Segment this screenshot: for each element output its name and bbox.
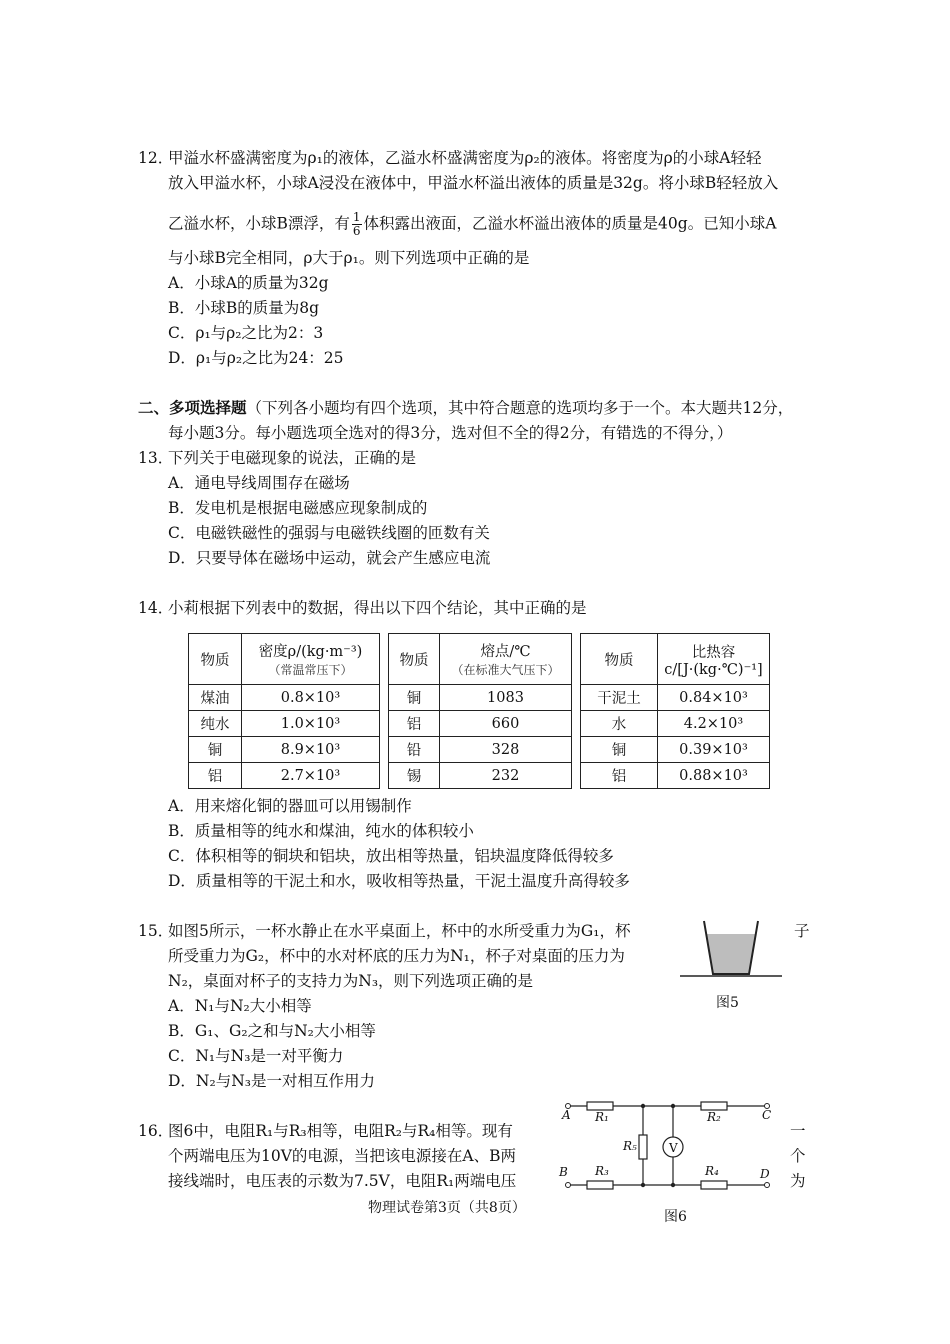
density-table-cell: 1.0×10³: [242, 711, 380, 737]
table-row: [389, 685, 572, 711]
q16-line-2: 个两端电压为10V的电源，当把该电源接在A、B两: [168, 1147, 517, 1165]
q15-option-b: B．G₁、G₂之和与N₂大小相等: [168, 1022, 376, 1040]
melting-table-cell: 1083: [440, 685, 572, 711]
table-row: [389, 711, 572, 737]
table-row: [581, 685, 770, 711]
table-row: [389, 737, 572, 763]
figure-6-caption: 图6: [664, 1209, 687, 1225]
q14-option-b: B．质量相等的纯水和煤油，纯水的体积较小: [168, 822, 474, 840]
q13-number: 13．: [138, 449, 174, 467]
table-row: [581, 711, 770, 737]
q13-option-d: D．只要导体在磁场中运动，就会产生感应电流: [168, 549, 491, 567]
density-table: [188, 633, 380, 789]
heat-table-cell: 水: [581, 711, 658, 737]
density-table-cell: 纯水: [189, 711, 242, 737]
q14-option-c: C．体积相等的铜块和铝块，放出相等热量，铝块温度降低得较多: [168, 847, 614, 865]
figure-5-caption: 图5: [716, 995, 739, 1011]
q14-number: 14．: [138, 599, 174, 617]
table-row: [189, 685, 380, 711]
label-d: D: [760, 1167, 770, 1181]
q15-line-3: N₂，桌面对杯子的支持力为N₃，则下列选项正确的是: [168, 972, 534, 990]
heat-table-cell: 0.39×10³: [658, 737, 770, 763]
specific-heat-table: [580, 633, 770, 789]
q16-tail-3: 为: [790, 1172, 806, 1190]
density-table-cell: 铝: [189, 763, 242, 789]
q12-option-b: B．小球B的质量为8g: [168, 299, 320, 317]
melting-table-header-substance: 物质: [389, 634, 440, 685]
junction-dot: [671, 1104, 675, 1108]
melting-table-cell: 铜: [389, 685, 440, 711]
resistor-r2: [701, 1102, 727, 1110]
q15-number: 15．: [138, 922, 174, 940]
melting-table-cell: 锡: [389, 763, 440, 789]
melting-table-cell: 328: [440, 737, 572, 763]
table-row: [581, 737, 770, 763]
heat-table-header-substance: 物质: [581, 634, 658, 685]
q15-line-1: 如图5所示，一杯水静止在水平桌面上，杯中的水所受重力为G₁，杯: [168, 922, 631, 940]
density-table-cell: 8.9×10³: [242, 737, 380, 763]
label-r1: R₁: [595, 1110, 609, 1124]
q15-line-1-tail: 子: [794, 922, 810, 940]
q14-option-d: D．质量相等的干泥土和水，吸收相等热量，干泥土温度升高得较多: [168, 872, 630, 890]
q12-line-3: [168, 211, 776, 238]
q12-line-2: 放入甲溢水杯，小球A浸没在液体中，甲溢水杯溢出液体的质量是32g。将小球B轻轻放入: [168, 174, 779, 192]
section-2-instructions-1: （下列各小题均有四个选项，其中符合题意的选项均多于一个。本大题共12分，: [246, 399, 794, 417]
q16-tail-2: 个: [790, 1147, 806, 1165]
q12-option-a: A．小球A的质量为32g: [168, 274, 329, 292]
density-table-cell: 铜: [189, 737, 242, 763]
q14-stem: 小莉根据下列表中的数据，得出以下四个结论，其中正确的是: [168, 599, 587, 617]
label-r5: R₅: [623, 1139, 637, 1153]
density-table-header-title: 密度ρ/(kg·m⁻³): [258, 644, 363, 660]
q13-option-c: C．电磁铁磁性的强弱与电磁铁线圈的匝数有关: [168, 524, 490, 542]
heat-table-cell: 铝: [581, 763, 658, 789]
q15-option-d: D．N₂与N₃是一对相互作用力: [168, 1072, 375, 1090]
q15-option-c: C．N₁与N₃是一对平衡力: [168, 1047, 344, 1065]
q14-option-a: A．用来熔化铜的器皿可以用锡制作: [168, 797, 412, 815]
density-table-header-substance: 物质: [189, 634, 242, 685]
section-2-instructions-2: 每小题3分。每小题选项全选对的得3分，选对但不全的得2分，有错选的不得分，）: [168, 424, 733, 442]
heat-table-cell: 4.2×10³: [658, 711, 770, 737]
section-2-heading: [138, 398, 793, 418]
q12-number: 12．: [138, 149, 174, 167]
melting-table-cell: 232: [440, 763, 572, 789]
heat-table-cell: 铜: [581, 737, 658, 763]
q12-line-4: 与小球B完全相同，ρ大于ρ₁。则下列选项中正确的是: [168, 249, 530, 267]
junction-dot: [671, 1183, 675, 1187]
resistor-r1: [587, 1102, 613, 1110]
heat-table-cell: 干泥土: [581, 685, 658, 711]
resistor-r3: [587, 1181, 613, 1189]
table-row: [189, 737, 380, 763]
q13-option-a: A．通电导线周围存在磁场: [168, 474, 350, 492]
q16-line-3: 接线端时，电压表的示数为7.5V，电阻R₁两端电压: [168, 1172, 517, 1190]
table-row: [581, 763, 770, 789]
q12-option-c: C．ρ₁与ρ₂之比为2：3: [168, 324, 324, 342]
terminal-b: [566, 1183, 571, 1188]
table-row: [189, 763, 380, 789]
q13-option-b: B．发电机是根据电磁感应现象制成的: [168, 499, 428, 517]
heat-table-cell: 0.84×10³: [658, 685, 770, 711]
melting-table-header-point: [440, 634, 572, 685]
heat-table-header-unit: c/[J·(kg·℃)⁻¹]: [664, 661, 763, 678]
page-footer: 物理试卷第3页（共8页）: [368, 1200, 526, 1216]
q12-line-3-after: 体积露出液面，乙溢水杯溢出液体的质量是40g。已知小球A: [363, 214, 777, 233]
figure-5-cup-of-water: [676, 918, 786, 986]
melting-point-table: [388, 633, 572, 789]
label-voltmeter: V: [669, 1141, 678, 1155]
density-table-header-density: [242, 634, 380, 685]
figure-6-circuit: [555, 1094, 785, 1198]
junction-dot: [641, 1183, 645, 1187]
melting-table-header-title: 熔点/℃: [480, 644, 531, 660]
q13-stem: 下列关于电磁现象的说法，正确的是: [168, 449, 417, 467]
density-table-cell: 0.8×10³: [242, 685, 380, 711]
heat-table-cell: 0.88×10³: [658, 763, 770, 789]
resistor-r4: [701, 1181, 727, 1189]
melting-table-cell: 660: [440, 711, 572, 737]
melting-table-header-condition: （在标准大气压下）: [451, 663, 560, 677]
q12-line-1: 甲溢水杯盛满密度为ρ₁的液体，乙溢水杯盛满密度为ρ₂的液体。将密度为ρ的小球A轻轻: [168, 149, 762, 167]
fraction-denominator: 6: [352, 224, 361, 238]
label-c: C: [762, 1108, 772, 1122]
fraction-numerator: 1: [352, 210, 361, 224]
density-table-cell: 2.7×10³: [242, 763, 380, 789]
section-2-title: 二、多项选择题: [138, 398, 247, 417]
q16-number: 16．: [138, 1122, 174, 1140]
q15-option-a: A．N₁与N₂大小相等: [168, 997, 312, 1015]
label-a: A: [562, 1108, 571, 1122]
junction-dot: [641, 1104, 645, 1108]
q16-tail-1: 一: [790, 1122, 806, 1140]
density-table-header-condition: （常温常压下）: [268, 663, 353, 677]
q12-line-3-before: 乙溢水杯，小球B漂浮，有: [168, 214, 350, 233]
q16-line-1: 图6中，电阻R₁与R₃相等，电阻R₂与R₄相等。现有: [168, 1122, 513, 1140]
terminal-d: [765, 1183, 770, 1188]
table-row: [189, 711, 380, 737]
label-r4: R₄: [705, 1164, 719, 1178]
label-r3: R₃: [595, 1164, 609, 1178]
table-row: [389, 763, 572, 789]
heat-table-header-capacity: [658, 634, 770, 685]
label-b: B: [559, 1165, 568, 1179]
heat-table-header-title: 比热容: [691, 644, 736, 661]
density-table-cell: 煤油: [189, 685, 242, 711]
label-r2: R₂: [707, 1110, 721, 1124]
melting-table-cell: 铅: [389, 737, 440, 763]
resistor-r5: [639, 1135, 647, 1159]
melting-table-cell: 铝: [389, 711, 440, 737]
q15-line-2: 所受重力为G₂，杯中的水对杯底的压力为N₁，杯子对桌面的压力为: [168, 947, 625, 965]
fraction-one-sixth: [352, 211, 362, 238]
cup-water: [707, 934, 755, 974]
q12-option-d: D．ρ₁与ρ₂之比为24：25: [168, 349, 344, 367]
